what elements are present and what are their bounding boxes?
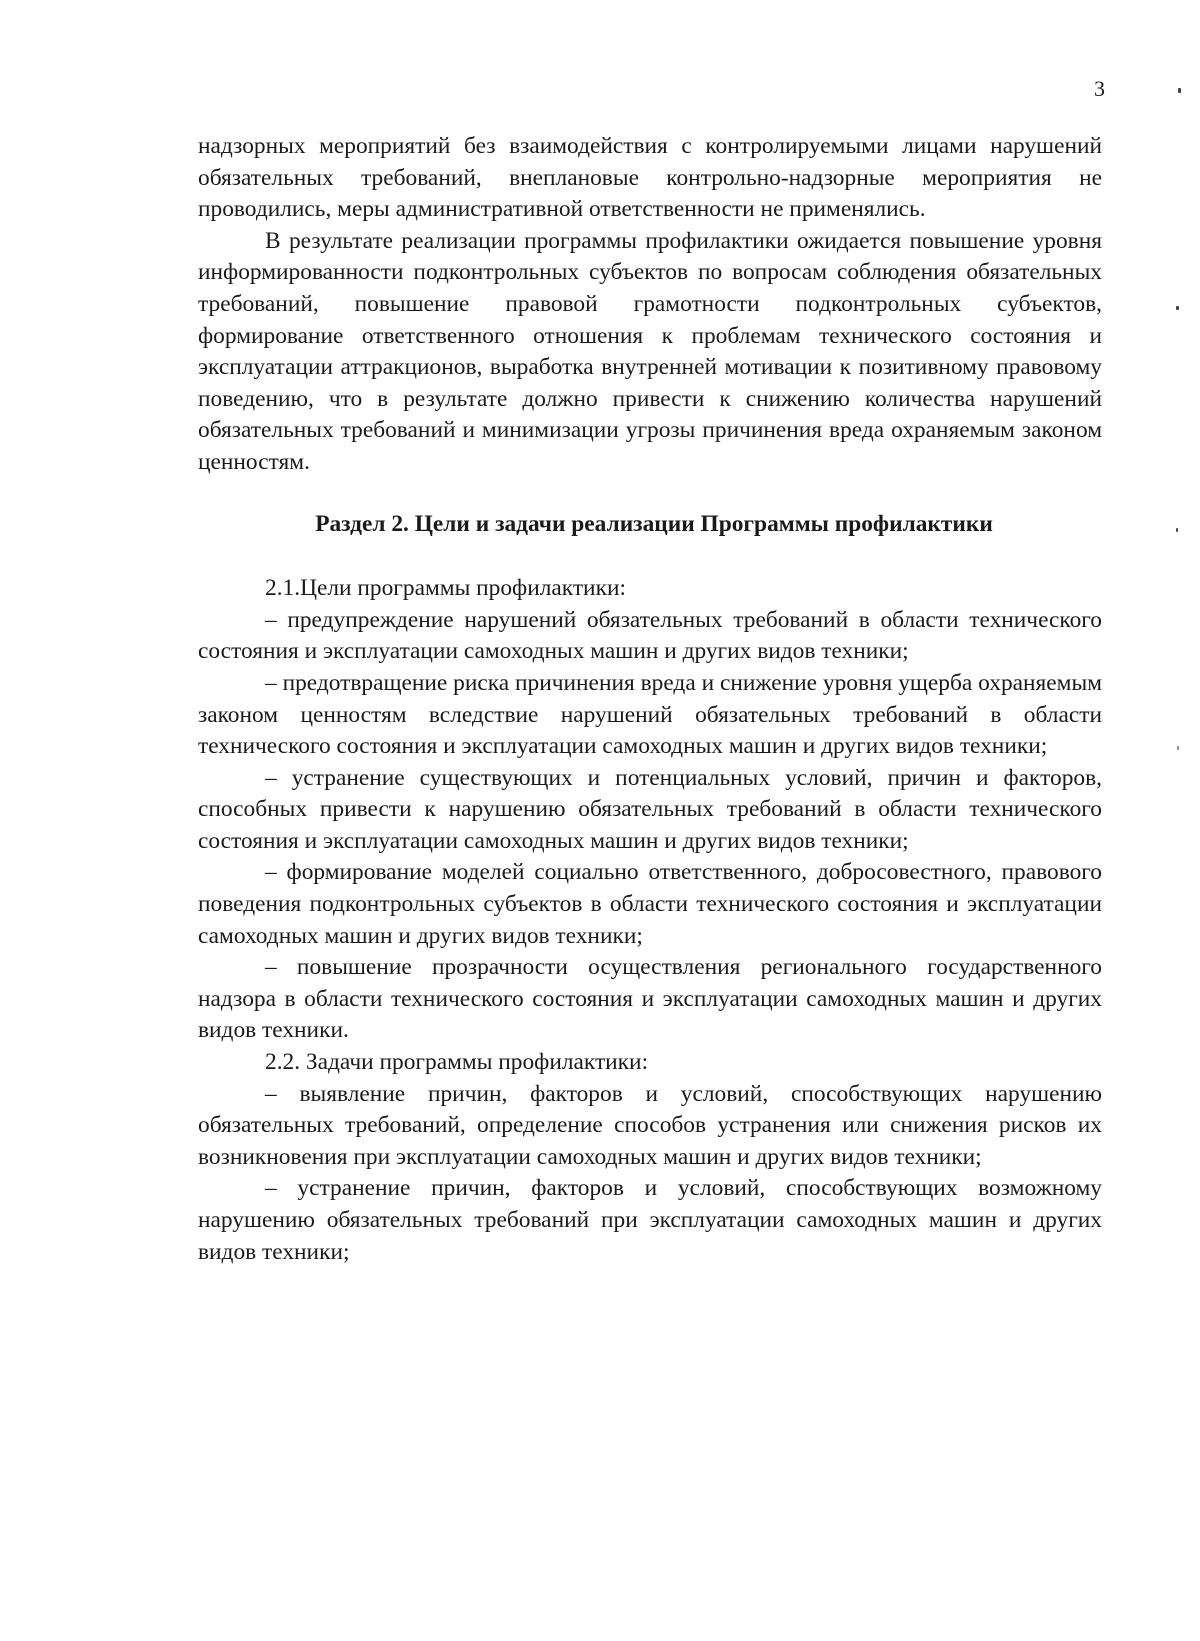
- paragraph: – повышение прозрачности осуществления регионального государственного надзора в области технического состояния и эксплуатации самоходных машин и других видов техники.: [198, 954, 1102, 1044]
- goals-and-tasks-block: [198, 573, 1102, 1268]
- document-body: [198, 131, 1102, 1268]
- paragraph: надзорных мероприятий без взаимодействия с контролируемыми лицами нарушений обязательных требований, внеплановые контрольно-надзорные мероприятия не проводились, меры административной ответственности не применялись.: [198, 133, 1102, 223]
- paragraph: – устранение существующих и потенциальных условий, причин и факторов, способных привести к нарушению обязательных требований в области технического состояния и эксплуатации самоходных машин и других видов техники;: [198, 764, 1102, 854]
- paragraph: – формирование моделей социально ответственного, добросовестного, правового поведения подконтрольных субъектов в области технического состояния и эксплуатации самоходных машин и других видов техники;: [198, 859, 1102, 949]
- scan-speck: [1176, 528, 1178, 532]
- scan-speck: [1177, 746, 1179, 750]
- scan-speck: [1178, 88, 1181, 93]
- paragraph: В результате реализации программы профилактики ожидается повышение уровня информированности подконтрольных субъектов по вопросам соблюдения обязательных требований, повышение правовой грамотности подконтрольных субъектов, формирование ответственного отношения к проблемам технического состояния и эксплуатации аттракционов, выработка внутренней мотивации к позитивному правовому поведению, что в результате должно привести к снижению количества нарушений обязательных требований и минимизации угрозы причинения вреда охраняемым законом ценностям.: [198, 227, 1102, 475]
- paragraph: – предупреждение нарушений обязательных требований в области технического состояния и эксплуатации самоходных машин и других видов техники;: [198, 606, 1102, 665]
- paragraph: – устранение причин, факторов и условий, способствующих возможному нарушению обязательных требований при эксплуатации самоходных машин и других видов техники;: [198, 1175, 1102, 1265]
- intro-block: [198, 131, 1102, 479]
- page-number: 3: [1094, 76, 1105, 101]
- paragraph: 2.2. Задачи программы профилактики:: [265, 1049, 649, 1076]
- section-heading: Раздел 2. Цели и задачи реализации Программы профилактики: [315, 510, 993, 537]
- scan-speck: [1176, 306, 1179, 310]
- paragraph: – предотвращение риска причинения вреда и снижение уровня ущерба охраняемым законом ценностям вследствие нарушений обязательных требований в области технического состояния и эксплуатации самоходных машин и других видов техники;: [198, 669, 1102, 760]
- paragraph: – выявление причин, факторов и условий, способствующих нарушению обязательных требований, определение способов устранения или снижения рисков их возникновения при эксплуатации самоходных машин и других видов техники;: [198, 1080, 1102, 1170]
- paragraph: 2.1.Цели программы профилактики:: [265, 575, 626, 602]
